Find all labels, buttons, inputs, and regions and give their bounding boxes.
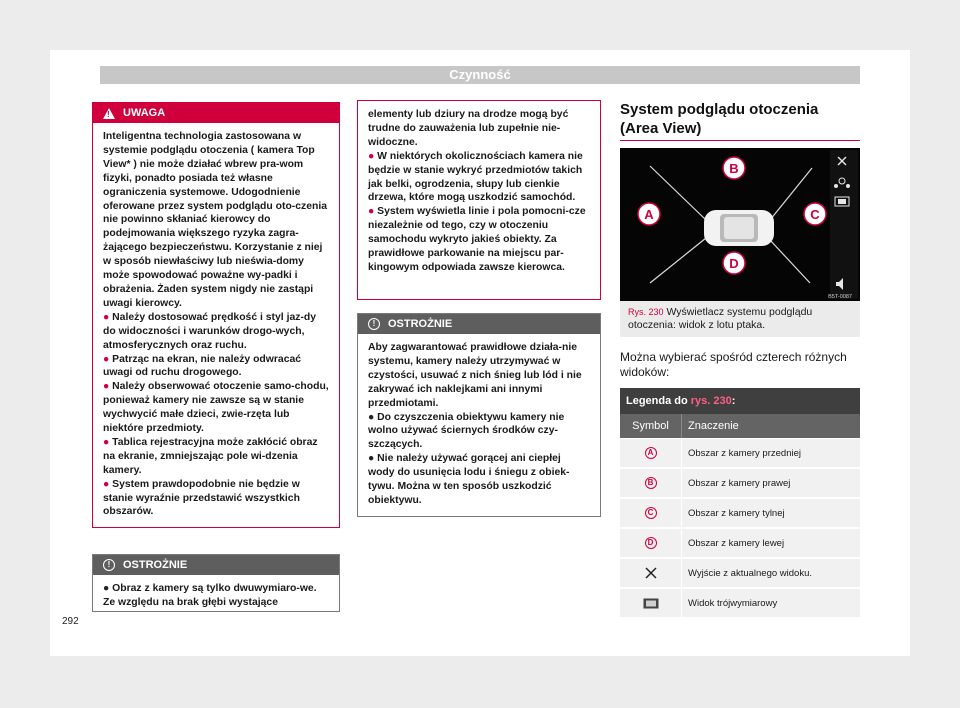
- legend-row: Widok trójwymiarowy: [620, 589, 860, 618]
- page-header-title: Czynność: [449, 67, 511, 82]
- figure-caption-text: Wyświetlacz systemu podglądu otoczenia: widok z lotu ptaka.: [628, 306, 813, 331]
- section-heading: System podglądu otoczenia (Area View): [620, 101, 819, 137]
- area-view-illustration: [620, 148, 860, 301]
- legend-row: C Obszar z kamery tylnej: [620, 499, 860, 528]
- caution-text: Aby zagwarantować prawidłowe działa-nie systemu, kamery należy utrzymywać w czystości, usuwać z nich śnieg lub lód i nie zakrywać ich naklejkami ani innymi przedmiotami.: [368, 342, 582, 409]
- continuation-bullet: ● W niektórych okolicznościach kamera nie będzie w stanie wykryć przedmiotów takich jak belki, ogrodzenia, słupy lub cienkie drzewa, które mogą uszkodzić samochód.: [368, 150, 583, 204]
- symbol-c: C: [645, 507, 657, 519]
- continuation-text: elementy lub dziury na drodze mogą być trudne do zauważenia lub zupełnie nie-widoczne.: [368, 109, 569, 148]
- figure-code: B5T-0087: [828, 294, 852, 300]
- svg-text:B: B: [729, 161, 739, 176]
- warning-box-body: [93, 123, 339, 527]
- legend-table: [620, 388, 860, 618]
- caution-bullet: ● Do czyszczenia obiektywu kamery nie wolno używać ściernych środków czy-szczących.: [368, 411, 565, 451]
- warning-bullet: ● Tablica rejestracyjna może zakłócić obraz na ekranie, zmniejszając pole wi-dzenia kamery.: [103, 436, 318, 476]
- page-number: 292: [62, 616, 79, 627]
- symbol-d: D: [645, 537, 657, 549]
- close-icon: [645, 567, 657, 579]
- legend-row: A Obszar z kamery przedniej: [620, 439, 860, 468]
- caution-label: OSTROŻNIE: [388, 318, 453, 330]
- caution-label: OSTROŻNIE: [123, 559, 188, 571]
- caution-box-1: [92, 554, 340, 612]
- symbol-a: A: [645, 447, 657, 459]
- warning-bullet: ● System prawdopodobnie nie będzie w stanie wyraźnie przedstawić wszystkich obszarów.: [103, 478, 300, 518]
- info-icon: !: [368, 318, 380, 330]
- label-c: [804, 203, 826, 225]
- warning-box: [92, 102, 340, 528]
- warning-triangle-icon: !: [103, 108, 115, 119]
- symbol-b: B: [645, 477, 657, 489]
- legend-row: B Obszar z kamery prawej: [620, 469, 860, 498]
- legend-title: Legenda do rys. 230:: [620, 388, 860, 414]
- continuation-bullet: ● System wyświetla linie i pola pomocni-cze niezależnie od tego, czy w otoczeniu samochodu wykryto jakieś obiekty. Za prawidłowe parkowanie na miejscu par-kingowym odpowiada zawsze kierowca.: [368, 206, 586, 273]
- col-symbol-header: Symbol: [620, 414, 682, 438]
- warning-box-header: [93, 103, 339, 123]
- figure-ref: Rys. 230: [628, 307, 664, 317]
- caution-bullet: ● Nie należy używać gorącej ani ciepłej wody do usunięcia lodu i śniegu z obiek-tywu. Można w ten sposób uszkodzić obiektywu.: [368, 453, 570, 506]
- warning-paragraph: Inteligentna technologia zastosowana w systemie podglądu otoczenia ( kamera Top View* ) nie może działać wbrew pra-wom fizyki, ponadto posiada też własne ograniczenia systemowe. Udogodnienie oferowane przez system podglądu oto-czenia nie powinno skłaniać kierowcy do podejmowania większego ryzyka zagra-żającego bezpieczeństwu. Korzystanie z niej w sposób niewłaściwy lub nieświa-domy może spowodować poważne wy-padki i obrażenia. Żaden system nigdy nie zastąpi uwagi kierowcy.: [103, 131, 328, 309]
- intro-text: Można wybierać spośród czterech różnych widoków:: [620, 350, 847, 379]
- col-meaning-header: Znaczenie: [688, 420, 739, 432]
- caution-box-1-header: [93, 555, 339, 575]
- continuation-body: [358, 101, 600, 283]
- caution-box-2-body: [358, 334, 600, 516]
- 3d-view-icon: [643, 598, 659, 609]
- caution-bullet: ● Obraz z kamery są tylko dwuwymiaro-we. Ze względu na brak głębi wystające: [103, 583, 317, 608]
- warning-continuation-box: [357, 100, 601, 300]
- warning-bullet: ● Należy dostosować prędkość i styl jaz-dy do widoczności i warunków drogo-wych, atmosferycznych oraz ruchu.: [103, 311, 317, 351]
- warning-bullet: ● Należy obserwować otoczenie samo-chodu, ponieważ kamery nie zawsze są w stanie wychwycić małe dzieci, zwie-rzęta lub niektóre przedmioty.: [103, 381, 329, 435]
- legend-header-row: [620, 414, 860, 438]
- caution-box-1-body: [93, 575, 339, 618]
- svg-text:A: A: [644, 207, 654, 222]
- svg-text:C: C: [810, 207, 820, 222]
- legend-row: D Obszar z kamery lewej: [620, 529, 860, 558]
- figure-caption: [620, 301, 860, 337]
- heading-rule: [620, 140, 860, 141]
- label-d: [723, 252, 745, 274]
- area-view-figure: [620, 148, 860, 301]
- label-b: [723, 157, 745, 179]
- caution-box-2: [357, 313, 601, 517]
- svg-text:D: D: [729, 256, 739, 271]
- caution-box-2-header: [358, 314, 600, 334]
- label-a: [638, 203, 660, 225]
- info-icon: !: [103, 559, 115, 571]
- warning-label: UWAGA: [123, 107, 166, 119]
- warning-bullet: ● Patrząc na ekran, nie należy odwracać uwagi od ruchu drogowego.: [103, 353, 302, 379]
- legend-row: Wyjście z aktualnego widoku.: [620, 559, 860, 588]
